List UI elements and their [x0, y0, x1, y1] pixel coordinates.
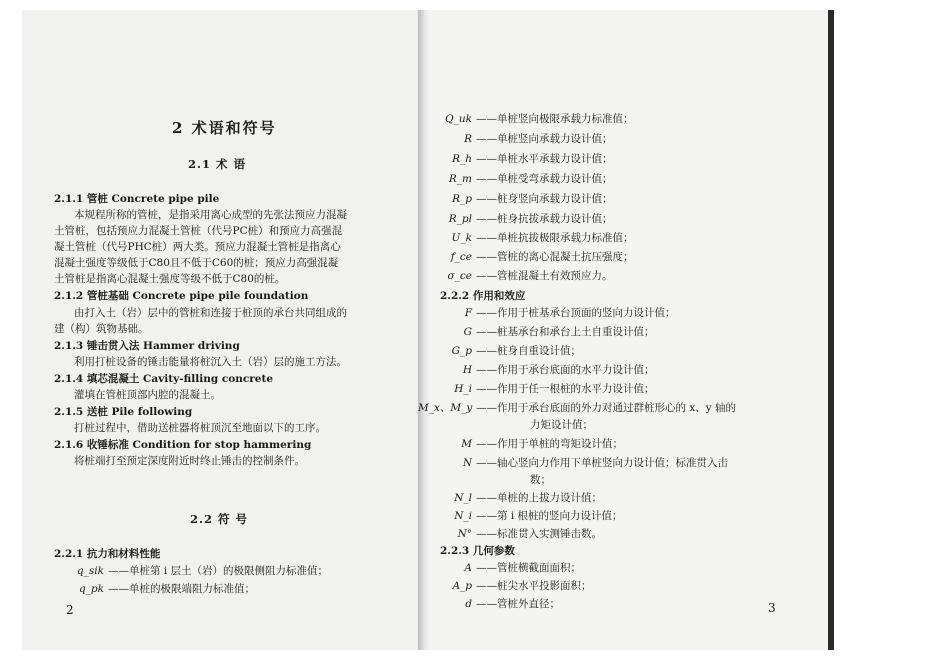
- term-body-line: 土管桩，包括预应力混凝土管桩（代号PC桩）和预应力高强混: [54, 225, 343, 237]
- symbol-row: [442, 193, 613, 206]
- symbol: R_pl: [448, 213, 472, 225]
- symbol-desc: ——单桩水平承载力设计值；: [476, 153, 613, 165]
- symbol-row: [442, 438, 623, 451]
- symbol-desc: ——桩身自重设计值；: [476, 345, 581, 357]
- term-heading: 2.1.2 管桩基础 Concrete pipe pile foundation: [54, 290, 309, 302]
- symbol-row: [74, 565, 328, 578]
- symbol: H_i: [454, 383, 472, 395]
- symbol-row: [442, 153, 613, 166]
- symbol-desc: ——管桩横截面面积；: [476, 562, 581, 574]
- symbol-desc: ——单桩竖向极限承载力标准值；: [476, 113, 634, 125]
- symbol: A_p: [452, 580, 472, 592]
- symbol-desc: ——管桩混凝土有效预应力。: [476, 270, 613, 282]
- subsection-heading: 2.2.3 几何参数: [440, 545, 515, 557]
- symbol-row: [442, 364, 655, 377]
- symbol: R_m: [448, 173, 472, 185]
- symbol: M: [461, 438, 472, 450]
- subsection-heading: 2.2.2 作用和效应: [440, 290, 526, 302]
- symbol-row: [442, 562, 581, 575]
- term-body-line: 混凝土强度等级低于C80且不低于C60的桩；预应力高强混凝: [54, 257, 339, 269]
- term-body-line: 灌填在管桩顶部内腔的混凝土。: [74, 389, 221, 401]
- term-heading: 2.1.6 收锤标准 Condition for stop hammering: [54, 439, 312, 451]
- symbol-row: [442, 598, 560, 611]
- symbol-row: [442, 133, 613, 146]
- symbol-desc: ——单桩竖向承载力设计值；: [476, 133, 613, 145]
- symbol-desc: ——桩尖水平投影面积；: [476, 580, 592, 592]
- term-body-line: 凝土管桩（代号PHC桩）两大类。预应力混凝土管桩是指离心: [54, 241, 341, 253]
- book-edge-shadow: [828, 10, 834, 650]
- symbol: d: [465, 598, 472, 610]
- symbol-row: [442, 345, 581, 358]
- symbol-desc: ——标准贯入实测锤击数。: [476, 528, 602, 540]
- term-body-line: 利用打桩设备的锤击能量将桩沉入土（岩）层的施工方法。: [74, 356, 347, 368]
- section-heading-terms: 2.1 术 语: [188, 157, 247, 171]
- symbol-row: [442, 307, 676, 320]
- symbol-row: [442, 251, 634, 264]
- symbol: F: [464, 307, 472, 319]
- term-heading: 2.1.3 锤击贯入法 Hammer driving: [54, 340, 240, 352]
- symbol-row: [442, 528, 602, 541]
- symbol-desc: ——作用于桩基承台顶面的竖向力设计值；: [476, 307, 676, 319]
- term-body-line: 建（构）筑物基础。: [54, 323, 149, 335]
- symbol: f_ce: [450, 251, 472, 263]
- symbol-row: [442, 457, 728, 470]
- chapter-title: 2 术语和符号: [172, 119, 277, 137]
- symbol-desc: ——单桩的上拔力设计值；: [476, 492, 602, 504]
- symbol: R_h: [452, 153, 472, 165]
- symbol: G: [463, 326, 472, 338]
- right-page: [418, 10, 828, 650]
- symbol-desc: ——管桩外直径；: [476, 598, 560, 610]
- symbol-row: [442, 492, 602, 505]
- symbol-row: [442, 213, 613, 226]
- term-body-line: 本规程所称的管桩，是指采用离心成型的先张法预应力混凝: [74, 209, 347, 221]
- symbol: N°: [457, 528, 472, 540]
- page-number: 3: [768, 601, 776, 615]
- symbol-desc: ——单桩受弯承载力设计值；: [476, 173, 613, 185]
- symbol: Q_uk: [445, 113, 472, 125]
- symbol-desc: ——作用于单桩的弯矩设计值；: [476, 438, 623, 450]
- term-heading: 2.1.1 管桩 Concrete pipe pile: [54, 193, 220, 205]
- symbol-desc: ——作用于承台底面的外力对通过群桩形心的 x、y 轴的: [476, 402, 737, 414]
- term-heading: 2.1.4 填芯混凝土 Cavity-filling concrete: [54, 373, 273, 385]
- symbol-desc: ——第 i 根桩的竖向力设计值；: [476, 510, 623, 522]
- symbol: H: [462, 364, 472, 376]
- symbol: N_l: [454, 492, 472, 504]
- symbol: R_p: [452, 193, 472, 205]
- symbol: σ_ce: [447, 270, 472, 282]
- symbol-row: [442, 173, 613, 186]
- symbol-row: [442, 383, 655, 396]
- symbol: N_i: [454, 510, 472, 522]
- book-spread: [22, 10, 834, 652]
- symbol: R: [464, 133, 472, 145]
- page-number: 2: [66, 603, 74, 617]
- symbol: A: [464, 562, 472, 574]
- symbol-desc: ——桩基承台和承台上土自重设计值；: [476, 326, 655, 338]
- term-body-line: 打桩过程中，借助送桩器将桩顶沉至地面以下的工序。: [74, 422, 326, 434]
- symbol-row: [442, 326, 655, 339]
- symbol: q_pk: [78, 583, 104, 595]
- term-heading: 2.1.5 送桩 Pile following: [54, 406, 193, 418]
- symbol-desc: ——单桩的极限端阻力标准值；: [108, 583, 255, 595]
- symbol-row: [442, 580, 592, 593]
- term-body-line: 将桩端打至预定深度附近时终止锤击的控制条件。: [74, 455, 305, 467]
- symbol-desc-continued: 数；: [530, 474, 551, 486]
- symbol-desc: ——单桩抗拔极限承载力标准值；: [476, 232, 634, 244]
- symbol-row: [442, 270, 613, 283]
- symbol: N: [462, 457, 472, 469]
- symbol-desc: ——桩身竖向承载力设计值；: [476, 193, 613, 205]
- symbol-desc: ——管桩的离心混凝土抗压强度；: [476, 251, 634, 263]
- symbol-desc: ——轴心竖向力作用下单桩竖向力设计值；标准贯入击: [476, 457, 728, 469]
- term-body-line: 土管桩是指离心混凝土强度等级不低于C80的桩。: [54, 273, 286, 285]
- symbol-desc: ——单桩第 i 层土（岩）的极限侧阻力标准值；: [108, 565, 329, 577]
- symbol-row: [442, 113, 634, 126]
- symbol: M_x、M_y: [418, 402, 473, 414]
- symbol: q_sik: [76, 565, 104, 577]
- symbol-row: [442, 510, 623, 523]
- book-gutter: [418, 10, 430, 650]
- symbol: U_k: [451, 232, 472, 244]
- symbol-desc-continued: 力矩设计值；: [530, 419, 593, 431]
- symbol-row: [74, 583, 255, 596]
- section-heading-symbols: 2.2 符 号: [190, 512, 249, 526]
- term-body-line: 由打入土（岩）层中的管桩和连接于桩顶的承台共同组成的: [74, 307, 347, 319]
- symbol-desc: ——作用于承台底面的水平力设计值；: [476, 364, 655, 376]
- subsection-heading: 2.2.1 抗力和材料性能: [54, 548, 161, 560]
- symbol-desc: ——作用于任一根桩的水平力设计值；: [476, 383, 655, 395]
- symbol-row: [418, 402, 737, 415]
- symbol: G_p: [451, 345, 472, 357]
- symbol-row: [442, 232, 634, 245]
- symbol-desc: ——桩身抗拔承载力设计值；: [476, 213, 613, 225]
- left-page: [22, 10, 418, 650]
